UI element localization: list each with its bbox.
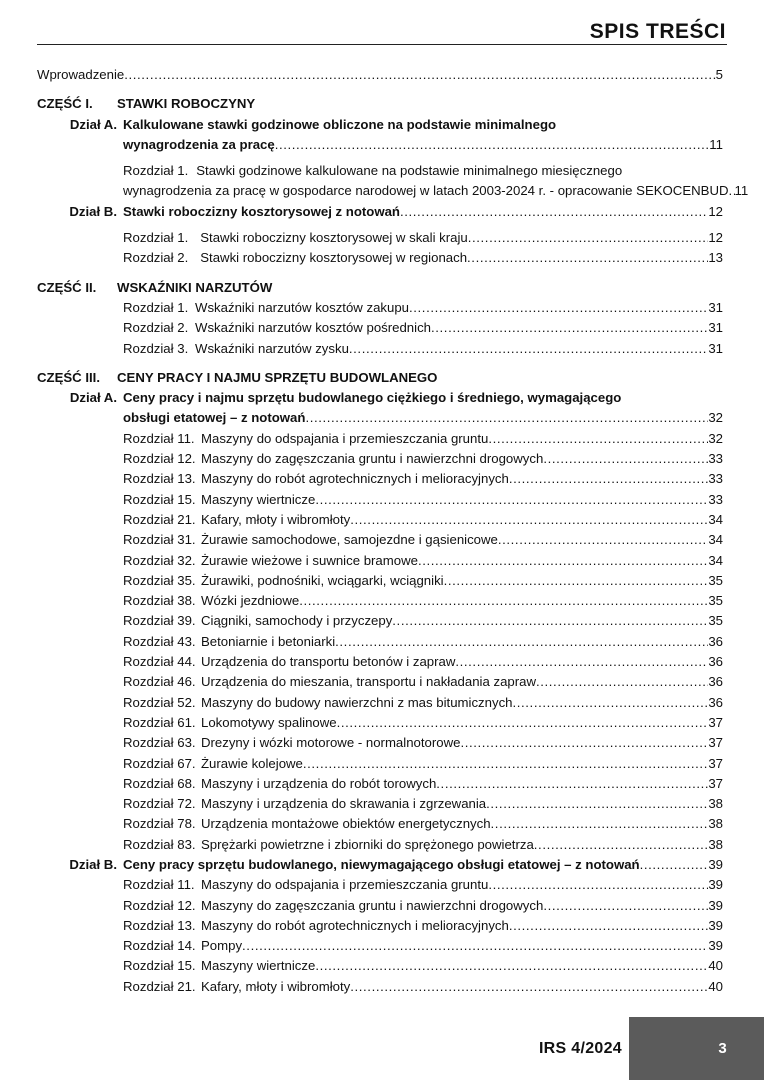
header-divider — [37, 44, 727, 45]
chapter-number: Rozdział 39. — [123, 613, 196, 629]
leader-dots — [349, 339, 708, 359]
toc-entry-page: 37 — [708, 735, 723, 751]
chapter-number: Rozdział 43. — [123, 633, 196, 649]
toc-section-entry[interactable] — [37, 855, 723, 875]
leader-dots — [436, 774, 708, 794]
chapter-number: Rozdział 44. — [123, 654, 196, 670]
chapter-title: Drezyny i wózki motorowe - normalnotorowe — [201, 735, 461, 751]
chapter-number: Rozdział 31. — [123, 532, 196, 548]
leader-dots — [444, 571, 709, 591]
toc-chapter-entry[interactable] — [123, 774, 723, 794]
leader-dots — [335, 632, 708, 652]
toc-entry-page: 12 — [708, 230, 723, 246]
toc-chapter-entry[interactable] — [123, 632, 723, 652]
leader-dots — [124, 65, 715, 85]
toc-entry-page: 13 — [708, 250, 723, 266]
chapter-number: Rozdział 12. — [123, 897, 196, 913]
chapter-title: Maszyny wiertnicze — [201, 958, 316, 974]
chapter-title: Żurawie kolejowe — [201, 755, 303, 771]
chapter-title: Kafary, młoty i wibromłoty — [201, 511, 351, 527]
chapter-number: Rozdział 1. — [123, 163, 189, 179]
toc-entry-page: 32 — [708, 430, 723, 446]
toc-part-heading — [37, 94, 723, 114]
chapter-title: Urządzenia do mieszania, transportu i nakładania zapraw — [201, 674, 536, 690]
section-label: Dział A. — [69, 390, 117, 406]
leader-dots — [337, 713, 709, 733]
section-title-line1: Kalkulowane stawki godzinowe obliczone na podstawie minimalnego — [123, 116, 557, 132]
chapter-title: Maszyny do odspajania i przemieszczania gruntu — [201, 877, 489, 893]
toc-chapter-entry[interactable] — [123, 956, 723, 976]
leader-dots — [299, 591, 708, 611]
chapter-number: Rozdział 15. — [123, 491, 196, 507]
toc-chapter-entry[interactable] — [123, 977, 723, 997]
toc-chapter-entry[interactable] — [123, 571, 723, 591]
chapter-number: Rozdział 11. — [123, 430, 195, 446]
chapter-number: Rozdział 2. — [123, 250, 189, 266]
toc-entry-page: 38 — [708, 836, 723, 852]
chapter-title: Kafary, młoty i wibromłoty — [201, 978, 351, 994]
leader-dots — [498, 530, 708, 550]
chapter-title: Wskaźniki narzutów zysku — [195, 340, 349, 356]
chapter-title: Urządzenia do transportu betonów i zapraw — [201, 654, 456, 670]
chapter-title: Wskaźniki narzutów kosztów pośrednich — [195, 320, 432, 336]
toc-chapter-entry[interactable] — [123, 228, 723, 248]
toc-chapter-entry[interactable] — [123, 551, 723, 571]
toc-chapter-entry[interactable] — [123, 449, 723, 469]
toc-chapter-entry[interactable] — [123, 835, 723, 855]
leader-dots — [350, 510, 708, 530]
toc-chapter-entry[interactable] — [123, 429, 723, 449]
toc-chapter-entry[interactable] — [123, 248, 723, 268]
toc-entry-page: 37 — [708, 755, 723, 771]
toc-entry-page: 36 — [708, 654, 723, 670]
toc-chapter-entry[interactable] — [123, 318, 723, 338]
toc-chapter-entry[interactable] — [123, 896, 723, 916]
chapter-number: Rozdział 3. — [123, 340, 189, 356]
toc-entry-page: 5 — [715, 67, 723, 82]
chapter-number: Rozdział 1. — [123, 230, 189, 246]
toc-entry-page: 38 — [708, 796, 723, 812]
chapter-number: Rozdział 15. — [123, 958, 196, 974]
toc-entry-page: 40 — [708, 978, 723, 994]
toc-entry-page: 33 — [708, 471, 723, 487]
chapter-title: Maszyny do robót agrotechnicznych i melioracyjnych — [201, 917, 509, 933]
chapter-number: Rozdział 35. — [123, 572, 196, 588]
toc-entry-page: 35 — [708, 593, 723, 609]
toc-chapter-entry[interactable] — [123, 611, 723, 631]
toc-chapter-entry[interactable] — [123, 591, 723, 611]
chapter-title: Maszyny do zagęszczania gruntu i nawierzchni drogowych — [201, 897, 544, 913]
chapter-number: Rozdział 83. — [123, 836, 196, 852]
part-title: WSKAŹNIKI NARZUTÓW — [117, 279, 273, 295]
toc-chapter-entry[interactable] — [123, 733, 723, 753]
toc-chapter-entry[interactable] — [123, 672, 723, 692]
toc-entry-page: 33 — [708, 451, 723, 467]
toc-chapter-entry[interactable] — [123, 916, 723, 936]
page-title: SPIS TREŚCI — [589, 20, 726, 43]
toc-entry-page: 31 — [708, 320, 723, 336]
toc-entry-page: 31 — [708, 299, 723, 315]
leader-dots — [409, 298, 708, 318]
toc-entry-page: 36 — [708, 674, 723, 690]
chapter-number: Rozdział 63. — [123, 735, 196, 751]
toc-part-heading — [37, 368, 723, 388]
toc-entry-page: 39 — [708, 856, 723, 872]
leader-dots — [275, 135, 710, 155]
toc-entry-page: 31 — [708, 340, 723, 356]
chapter-number: Rozdział 72. — [123, 796, 196, 812]
chapter-title: Maszyny do budowy nawierzchni z mas bitumicznych — [201, 694, 513, 710]
chapter-number: Rozdział 13. — [123, 471, 196, 487]
toc-entry-page: 35 — [708, 572, 723, 588]
section-title-line2: obsługi etatowej – z notowań — [123, 410, 306, 426]
chapter-number: Rozdział 21. — [123, 978, 196, 994]
toc-chapter-entry[interactable] — [123, 754, 723, 774]
section-title-line2: wynagrodzenia za pracę — [123, 136, 275, 152]
toc-entry-page: 36 — [708, 694, 723, 710]
toc-entry-page: 37 — [708, 714, 723, 730]
chapter-title: Sprężarki powietrzne i zbiorniki do sprężonego powietrza — [201, 836, 534, 852]
toc-section-heading — [37, 115, 723, 135]
toc-entry-page: 36 — [708, 633, 723, 649]
toc-section-heading — [37, 388, 723, 408]
chapter-title: Żurawiki, podnośniki, wciągarki, wciągniki — [201, 572, 444, 588]
chapter-number: Rozdział 78. — [123, 816, 196, 832]
toc-chapter-entry[interactable] — [123, 693, 723, 713]
leader-dots — [418, 551, 708, 571]
chapter-title: Ciągniki, samochody i przyczepy — [201, 613, 393, 629]
toc-entry-page: 39 — [708, 917, 723, 933]
toc-chapter-entry[interactable] — [123, 181, 749, 201]
toc-chapter-entry[interactable] — [123, 510, 723, 530]
leader-dots — [315, 490, 708, 510]
toc-chapter-entry[interactable] — [123, 490, 723, 510]
chapter-title: Urządzenia montażowe obiektów energetycznych — [201, 816, 491, 832]
toc-section-entry[interactable] — [123, 135, 723, 155]
leader-dots — [509, 469, 708, 489]
section-label: Dział A. — [69, 116, 117, 132]
leader-dots — [400, 202, 708, 222]
toc-entry-page: 34 — [708, 511, 723, 527]
toc-chapter-entry[interactable] — [123, 339, 723, 359]
part-label: CZĘŚĆ I. — [37, 96, 93, 112]
part-title: CENY PRACY I NAJMU SPRZĘTU BUDOWLANEGO — [117, 369, 438, 385]
toc-entry-page: 39 — [708, 938, 723, 954]
leader-dots — [488, 429, 708, 449]
leader-dots — [431, 318, 708, 338]
toc-part-heading — [37, 278, 723, 298]
toc-entry-page: 11 — [709, 136, 723, 152]
toc-entry-page: 11 — [734, 183, 749, 199]
chapter-number: Rozdział 14. — [123, 938, 196, 954]
chapter-title-line1: Stawki godzinowe kalkulowane na podstawie minimalnego miesięcznego — [196, 163, 623, 179]
toc-section-entry[interactable] — [123, 408, 723, 428]
chapter-title: Maszyny do robót agrotechnicznych i melioracyjnych — [201, 471, 509, 487]
part-title: STAWKI ROBOCZYNY — [117, 96, 256, 112]
leader-dots — [305, 408, 708, 428]
leader-dots — [460, 733, 708, 753]
toc-chapter-entry[interactable] — [123, 794, 723, 814]
leader-dots — [468, 228, 709, 248]
leader-dots — [509, 916, 708, 936]
toc-section-entry[interactable] — [37, 202, 723, 222]
toc-chapter-entry[interactable] — [123, 469, 723, 489]
chapter-number: Rozdział 12. — [123, 451, 196, 467]
section-title: Stawki roboczizny kosztorysowej z notowań — [123, 203, 400, 219]
leader-dots — [455, 652, 708, 672]
chapter-title: Wskaźniki narzutów kosztów zakupu — [195, 299, 410, 315]
chapter-title: Maszyny do odspajania i przemieszczania gruntu — [201, 430, 489, 446]
leader-dots — [640, 855, 709, 875]
chapter-title: Pompy — [201, 938, 243, 954]
part-label: CZĘŚĆ III. — [37, 369, 101, 385]
chapter-title-line2: wynagrodzenia za pracę w gospodarce narodowej w latach 2003-2024 r. - opracowanie SEKOCENBUD — [123, 183, 729, 199]
toc-entry-page: 40 — [708, 958, 723, 974]
chapter-number: Rozdział 1. — [123, 299, 189, 315]
chapter-number: Rozdział 2. — [123, 320, 189, 336]
toc-entry-page: 34 — [708, 532, 723, 548]
leader-dots — [534, 835, 709, 855]
chapter-title: Maszyny wiertnicze — [201, 491, 316, 507]
toc-chapter-entry[interactable] — [123, 936, 723, 956]
toc-entry-page: 33 — [708, 491, 723, 507]
chapter-title: Betoniarnie i betoniarki — [201, 633, 336, 649]
section-label: Dział B. — [69, 856, 117, 872]
leader-dots — [467, 248, 708, 268]
chapter-number: Rozdział 38. — [123, 593, 196, 609]
leader-dots — [491, 814, 709, 834]
chapter-number: Rozdział 11. — [123, 877, 195, 893]
toc-entry-page: 34 — [708, 552, 723, 568]
chapter-number: Rozdział 61. — [123, 714, 196, 730]
toc-chapter-entry[interactable] — [123, 875, 723, 895]
leader-dots — [513, 693, 709, 713]
toc-entry-page: 12 — [708, 203, 723, 219]
chapter-title: Żurawie wieżowe i suwnice bramowe — [201, 552, 418, 568]
leader-dots — [543, 449, 708, 469]
leader-dots — [488, 875, 708, 895]
chapter-title: Lokomotywy spalinowe — [201, 714, 337, 730]
leader-dots — [303, 754, 708, 774]
chapter-title: Żurawie samochodowe, samojezdne i gąsienicowe — [201, 532, 498, 548]
chapter-title: Maszyny do zagęszczania gruntu i nawierzchni drogowych — [201, 451, 544, 467]
toc-entry-intro[interactable] — [37, 65, 723, 85]
leader-dots — [350, 977, 708, 997]
chapter-number: Rozdział 68. — [123, 775, 196, 791]
chapter-number: Rozdział 21. — [123, 511, 196, 527]
toc-chapter-entry[interactable] — [123, 298, 723, 318]
leader-dots — [392, 611, 708, 631]
section-title-line1: Ceny pracy i najmu sprzętu budowlanego ciężkiego i średniego, wymagającego — [123, 390, 622, 406]
toc-entry-page: 39 — [708, 897, 723, 913]
chapter-title: Wózki jezdniowe — [201, 593, 300, 609]
chapter-title: Maszyny i urządzenia do robót torowych — [201, 775, 437, 791]
chapter-number: Rozdział 13. — [123, 917, 196, 933]
toc-entry-page: 32 — [708, 410, 723, 426]
chapter-number: Rozdział 32. — [123, 552, 196, 568]
toc-entry-page: 37 — [708, 775, 723, 791]
toc-chapter-entry[interactable] — [123, 652, 723, 672]
leader-dots — [536, 672, 708, 692]
toc-entry-page: 39 — [708, 877, 723, 893]
leader-dots — [242, 936, 708, 956]
chapter-title: Stawki roboczizny kosztorysowej w regionach — [200, 250, 468, 266]
section-title: Ceny pracy sprzętu budowlanego, niewymagającego obsługi etatowej – z notowań — [123, 856, 640, 872]
chapter-title: Stawki roboczizny kosztorysowej w skali kraju — [200, 230, 468, 246]
chapter-number: Rozdział 52. — [123, 694, 196, 710]
toc-entry-page: 35 — [708, 613, 723, 629]
leader-dots — [543, 896, 708, 916]
chapter-number: Rozdział 46. — [123, 674, 196, 690]
chapter-number: Rozdział 67. — [123, 755, 196, 771]
issue-label: IRS 4/2024 — [538, 1040, 622, 1057]
toc-entry-page: 38 — [708, 816, 723, 832]
chapter-title: Maszyny i urządzenia do skrawania i zgrzewania — [201, 796, 487, 812]
toc-entry-title: Wprowadzenie — [37, 67, 125, 82]
part-label: CZĘŚĆ II. — [37, 279, 97, 295]
section-label: Dział B. — [69, 203, 117, 219]
page-number: 3 — [718, 1040, 727, 1057]
toc-chapter-entry[interactable] — [123, 713, 723, 733]
leader-dots — [486, 794, 708, 814]
toc-chapter-line1 — [123, 161, 723, 181]
leader-dots — [315, 956, 708, 976]
table-of-contents — [37, 65, 749, 997]
toc-chapter-entry[interactable] — [123, 530, 723, 550]
toc-chapter-entry[interactable] — [123, 814, 723, 834]
